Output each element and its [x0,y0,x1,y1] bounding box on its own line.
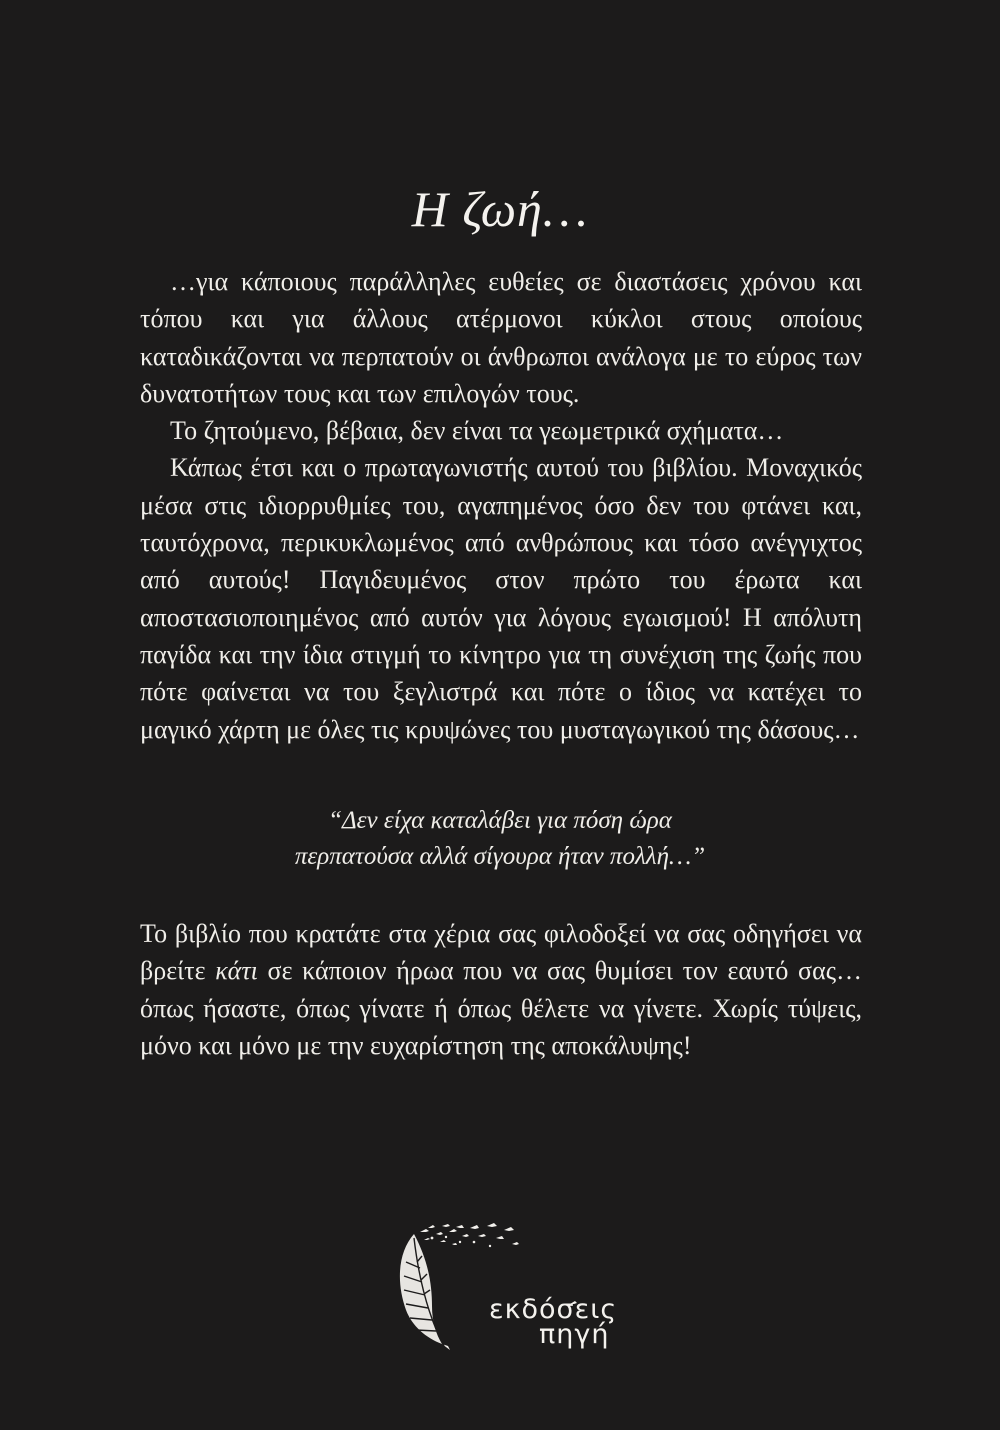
quote-line-2: περπατούσα αλλά σίγουρα ήταν πολλή…” [294,843,706,870]
closing-text-start: Το βιβλίο που κρατάτε στα χέρια σας φιλοδοξεί να σας οδηγήσει να βρείτε [140,919,862,986]
paragraph-geometry: Το ζητούμενο, βέβαια, δεν είναι τα γεωμετρικά σχήματα… [170,416,784,446]
feather-birds-icon [392,1222,652,1352]
publisher-name-line2: πηγή [539,1319,610,1350]
closing-text-end: σε κάποιον ήρωα που να σας θυμίσει τον εαυτό σας… όπως ήσαστε, όπως γίνατε ή όπως θέλετε να γίνετε. Χωρίς τύψεις, μόνο και μόνο με την ευχαρίστηση της αποκάλυψης! [140,956,862,1060]
closing-italic-word: κάτι [215,956,258,986]
description-block [140,263,862,748]
publisher-logo [392,1222,652,1352]
quote-line-1: “Δεν είχα καταλάβει για πόση ώρα [328,807,672,834]
paragraph-intro: …για κάποιους παράλληλες ευθείες σε διαστάσεις χρόνου και τόπου και για άλλους ατέρμονοι κύκλοι στους οποίους καταδικάζονται να περπατούν οι άνθρωποι ανάλογα με το εύρος των δυνατοτήτων τους και των επιλογών τους. [140,267,862,408]
paragraph-protagonist: Κάπως έτσι και ο πρωταγωνιστής αυτού του βιβλίου. Μοναχικός μέσα στις ιδιορρυθμίες του, αγαπημένος όσο δεν του φτάνει και, ταυτόχρονα, περικυκλωμένος από ανθρώπους και τόσο ανέγγιχτος από αυτούς! Παγιδευμένος στον πρώτο του έρωτα και αποστασιοποιημένος από αυτόν για λόγους εγωισμού! Η απόλυτη παγίδα και την ίδια στιγμή το κίνητρο για τη συνέχιση της ζωής που πότε φαίνεται να του ξεγλιστρά και πότε ο ίδιος να κατέχει το μαγικό χάρτη με όλες τις κρυψώνες του μυσταγωγικού της δάσους… [140,453,862,744]
paragraph-closing [140,915,862,1064]
page-title: Η ζωή… [411,181,589,237]
quote-block [0,803,1000,875]
closing-block [140,915,862,1064]
publisher-name-line1: εκδόσεις [489,1294,618,1325]
